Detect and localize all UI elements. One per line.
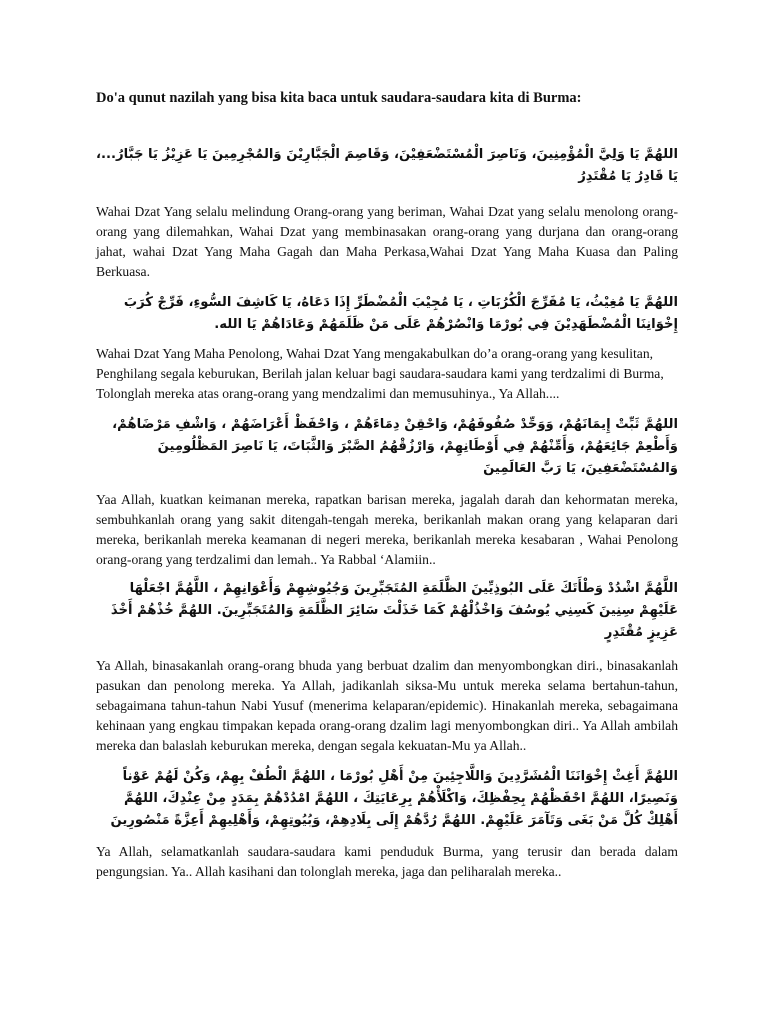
translation-3: Yaa Allah, kuatkan keimanan mereka, rapatkan barisan mereka, jagalah darah dan kehormatan mereka, sembuhkanlah orang yang sakit ditengah-tengah mereka, berikanlah makan orang yang kelaparan dari mereka, berikanlah mereka keamanan di negeri mereka, berikanlah mereka kesabaran , Wahai Penolong orang-orang yang terdzalimi dan lemah.. Ya Rabbal ‘Alamiin.. — [96, 492, 678, 567]
translation-1: Wahai Dzat Yang selalu melindung Orang-orang yang beriman, Wahai Dzat yang selalu menolong orang-orang yang dilemahkan, Wahai Dzat yang membinasakan orang-orang yang durjana dan orang-orang jahat, wahai Dzat Yang Maha Gagah dan Maha Perkasa,Wahai Dzat Yang Maha Kuasa dan Paling Berkuasa. — [96, 204, 678, 279]
arabic-prayer-4: اللَّهُمَّ اشْدُدْ وَطْأَتَكَ عَلَى البُوذِيِّينَ الظَّلَمَةِ المُتَجَبِّرِينَ وَجُيُوشِهِمْ وَأَعْوَانِهِمْ ، اللَّهُمَّ اجْعَلْهَا عَلَيْهِمْ سِنِينَ كَسِنِي يُوسُفَ وَاخْذُلْهُمْ كَمَا خَذَلْتَ سَائِرَ الظَّلَمَةِ وَالمُتَجَبِّرِينَ. اللهُمَّ خُذْهُمْ أَخْذَ عَزِيزٍ مُقْتَدِرٍ — [110, 581, 678, 640]
document-page — [96, 88, 678, 894]
translation-4: Ya Allah, binasakanlah orang-orang bhuda yang berbuat dzalim dan menyombongkan diri., binasakanlah pasukan dan penolong mereka. Ya Allah, jadikanlah siksa-Mu untuk mereka selama bertahun-tahun, sebagaimana tahun-tahun Nabi Yusuf (menerima kelaparan/epidemic). Hinakanlah mereka, sebagaimana kehinaan yang engkau timpakan kepada orang-orang dzalim lagi menyombongkan diri.. Ya Allah ambilah mereka dan balaslah keburukan mereka, dengan segala kekuatan-Mu ya Allah.. — [96, 658, 678, 753]
translation-2: Wahai Dzat Yang Maha Penolong, Wahai Dzat Yang mengakabulkan do’a orang-orang yang kesulitan, Penghilang segala keburukan, Berilah jalan keluar bagi saudara-saudara kami yang terdzalimi di Burma, Tolonglah mereka atas orang-orang yang mendzalimi dan memusuhinya., Ya Allah.... — [96, 346, 664, 401]
translation-5: Ya Allah, selamatkanlah saudara-saudara kami penduduk Burma, yang terusir dan berada dalam pengungsian. Ya.. Allah kasihani dan tolonglah mereka, jaga dan peliharalah mereka.. — [96, 844, 678, 879]
arabic-prayer-1: اللهُمَّ يَا وَلِيَّ الْمُؤْمِنِينَ، وَنَاصِرَ الْمُسْتَضْعَفِيْنَ، وَقَاصِمَ الْجَبَّارِيْنَ وَالمُجْرِمِينَ يَا عَزِيْزُ يَا جَبَّارُ...، يَا قَادِرُ يَا مُقْتَدِرُ — [95, 147, 678, 184]
arabic-prayer-3: اللهُمَّ ثَبِّتْ إِيمَانَهُمْ، وَوَحِّدْ صُفُوفَهُمْ، وَاحْقِنْ دِمَاءَهُمْ ، وَاحْفَظْ أَعْرَاضَهُمْ ، وَاشْفِ مَرْضَاهُمْ، وَأَطْعِمْ جَائِعَهُمْ، وَأَمِّنْهُمْ فِي أَوْطَانِهِمْ، وَارْزُقْهُمُ الصَّبْرَ وَالثَّبَاتَ، يَا نَاصِرَ المَظْلُومِينَ وَالمُسْتَضْعَفِينَ، يَا رَبَّ العَالَمِينَ — [112, 417, 678, 476]
arabic-prayer-2: اللهُمَّ يَا مُغِيْثُ، يَا مُفَرِّجَ الْكُرُبَاتِ ، يَا مُجِيْبَ الْمُضْطَرِّ إِذَا دَعَاهُ، يَا كَاشِفَ السُّوءِ، فَرِّجْ كُرَبَ إِخْوَانِنَا الْمُضْطَهَدِيْنَ فِي بُورْمَا وَانْصُرْهُمْ عَلَى مَنْ ظَلَمَهُمْ وَعَادَاهُمْ يَا الله. — [123, 295, 678, 332]
document-title: Do'a qunut nazilah yang bisa kita baca untuk saudara-saudara kita di Burma: — [96, 90, 582, 106]
arabic-prayer-5: اللهُمَّ أَغِثْ إِخْوَانَنَا الْمُشَرَّدِينَ وَاللَّاجِئِينَ مِنْ أَهْلِ بُورْمَا ، اللهُمَّ الْطُفْ بِهِمْ، وَكُنْ لَهُمْ عَوْناً وَنَصِيرًا، اللهُمَّ احْفَظْهُمْ بِحِفْظِكَ، وَاكْلَأْهُمْ بِرِعَايَتِكَ ، اللهُمَّ امْدُدْهُمْ بِمَدَدٍ مِنْ عِنْدِكَ، اللهُمَّ أَهْلِكْ كُلَّ مَنْ بَغَى وَتَآمَرَ عَلَيْهِمْ. اللهُمَّ رُدَّهُمْ إِلَى بِلَادِهِمْ، وَبُيُوتِهِمْ، وَأَهْلِيهِمْ أَعِزَّةً مَنْصُورِينَ — [110, 769, 678, 828]
